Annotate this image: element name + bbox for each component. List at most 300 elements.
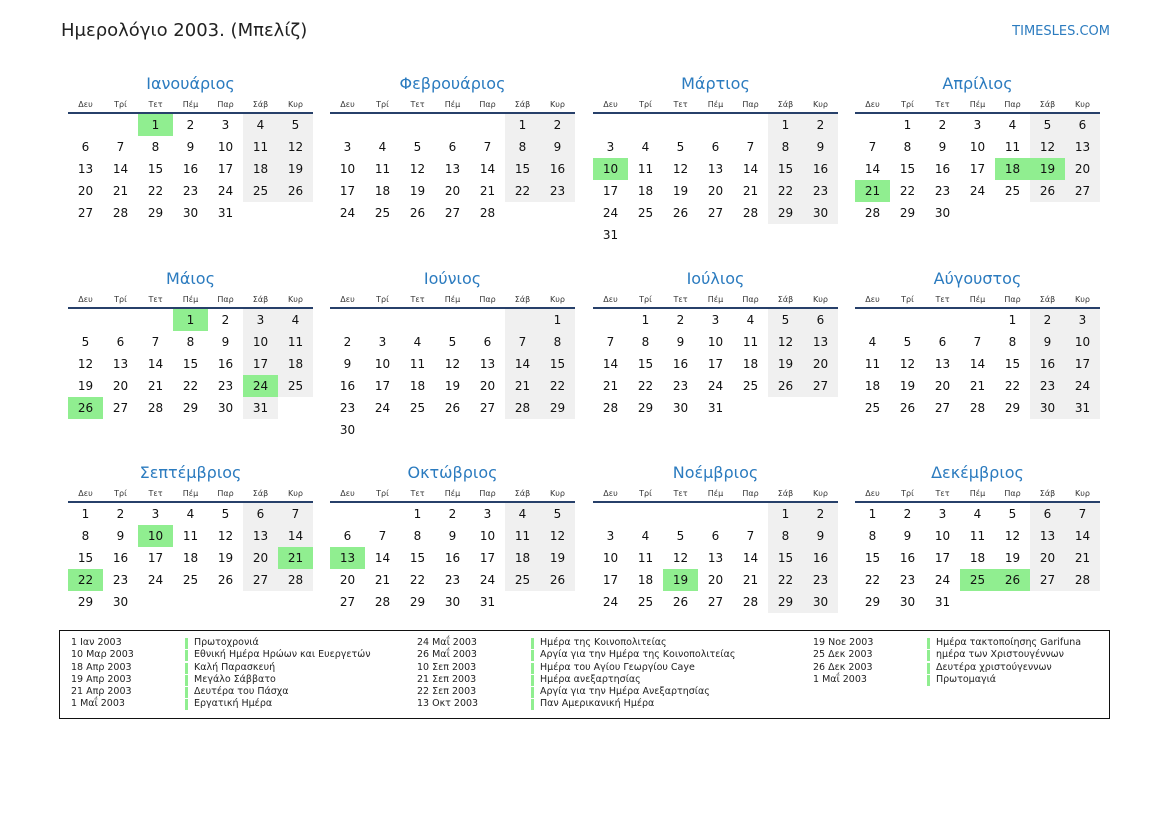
day-cell[interactable]: 23 (803, 180, 838, 202)
day-cell[interactable]: 9 (903, 529, 912, 543)
day-cell[interactable]: 30 (182, 206, 199, 220)
day-cell[interactable]: 31 (217, 206, 234, 220)
day-cell[interactable]: 16 (182, 162, 199, 176)
day-cell[interactable]: 21 (742, 573, 759, 587)
day-cell[interactable]: 8 (903, 140, 912, 154)
day-cell[interactable]: 24 (374, 401, 391, 415)
day-cell[interactable]: 4 (413, 335, 422, 349)
day-cell[interactable]: 22 (864, 573, 881, 587)
day-cell[interactable]: 3 (1065, 309, 1100, 331)
day-cell[interactable]: 25 (742, 379, 759, 393)
day-cell[interactable]: 23 (339, 401, 356, 415)
day-cell[interactable]: 30 (672, 401, 689, 415)
day-cell[interactable]: 15 (147, 162, 164, 176)
day-cell[interactable]: 2 (1030, 309, 1065, 331)
day-cell[interactable]: 25 (278, 375, 313, 397)
day-cell[interactable]: 31 (479, 595, 496, 609)
day-cell[interactable]: 3 (243, 309, 278, 331)
day-cell[interactable]: 7 (151, 335, 160, 349)
day-cell[interactable]: 20 (243, 547, 278, 569)
day-cell[interactable]: 26 (1030, 180, 1065, 202)
day-cell[interactable]: 25 (505, 569, 540, 591)
day-cell[interactable]: 30 (803, 591, 838, 613)
day-cell[interactable]: 17 (934, 551, 951, 565)
day-cell[interactable]: 1 (81, 507, 90, 521)
day-cell[interactable]: 25 (374, 206, 391, 220)
day-cell[interactable]: 18 (374, 184, 391, 198)
day-cell[interactable]: 27 (803, 375, 838, 397)
day-cell[interactable]: 15 (540, 353, 575, 375)
day-cell[interactable]: 20 (934, 379, 951, 393)
day-cell[interactable]: 26 (672, 595, 689, 609)
day-cell[interactable]: 6 (483, 335, 492, 349)
day-cell[interactable]: 2 (903, 507, 912, 521)
day-cell[interactable]: 16 (899, 551, 916, 565)
day-cell[interactable]: 14 (278, 525, 313, 547)
day-cell[interactable]: 15 (637, 357, 654, 371)
day-cell[interactable]: 13 (803, 331, 838, 353)
day-cell[interactable]: 18 (243, 158, 278, 180)
day-cell[interactable]: 2 (116, 507, 125, 521)
day-cell[interactable]: 24 (602, 595, 619, 609)
day-cell[interactable]: 4 (278, 309, 313, 331)
day-cell[interactable]: 18 (864, 379, 881, 393)
day-cell[interactable]: 29 (899, 206, 916, 220)
day-cell[interactable]: 5 (81, 335, 90, 349)
day-cell[interactable]: 17 (602, 184, 619, 198)
day-cell[interactable]: 25 (409, 401, 426, 415)
day-cell[interactable]: 6 (81, 140, 90, 154)
day-cell[interactable]: 24 (602, 206, 619, 220)
day-cell[interactable]: 9 (676, 335, 685, 349)
day-cell[interactable]: 17 (969, 162, 986, 176)
day-cell[interactable]: 22 (768, 180, 803, 202)
day-cell[interactable]: 27 (1065, 180, 1100, 202)
day-cell[interactable]: 9 (343, 357, 352, 371)
day-cell[interactable]: 25 (960, 569, 995, 591)
day-cell[interactable]: 15 (899, 162, 916, 176)
day-cell[interactable]: 5 (676, 529, 685, 543)
day-cell[interactable]: 9 (116, 529, 125, 543)
day-cell[interactable]: 1 (768, 503, 803, 525)
day-cell[interactable]: 11 (742, 335, 759, 349)
day-cell[interactable]: 9 (803, 525, 838, 547)
day-cell[interactable]: 30 (217, 401, 234, 415)
day-cell[interactable]: 3 (606, 529, 615, 543)
day-cell[interactable]: 19 (278, 158, 313, 180)
day-cell[interactable]: 2 (803, 503, 838, 525)
day-cell[interactable]: 27 (444, 206, 461, 220)
day-cell[interactable]: 30 (803, 202, 838, 224)
day-cell[interactable]: 2 (803, 114, 838, 136)
day-cell[interactable]: 4 (746, 313, 755, 327)
day-cell[interactable]: 15 (864, 551, 881, 565)
day-cell[interactable]: 26 (672, 206, 689, 220)
day-cell[interactable]: 24 (1065, 375, 1100, 397)
day-cell[interactable]: 22 (637, 379, 654, 393)
day-cell[interactable]: 29 (409, 595, 426, 609)
day-cell[interactable]: 25 (864, 401, 881, 415)
day-cell[interactable]: 17 (479, 551, 496, 565)
day-cell[interactable]: 9 (221, 335, 230, 349)
day-cell[interactable]: 23 (182, 184, 199, 198)
day-cell[interactable]: 1 (1008, 313, 1017, 327)
day-cell[interactable]: 21 (855, 180, 890, 202)
day-cell[interactable]: 18 (637, 573, 654, 587)
day-cell[interactable]: 18 (995, 158, 1030, 180)
day-cell[interactable]: 18 (969, 551, 986, 565)
day-cell[interactable]: 12 (409, 162, 426, 176)
day-cell[interactable]: 22 (899, 184, 916, 198)
day-cell[interactable]: 10 (339, 162, 356, 176)
day-cell[interactable]: 31 (602, 228, 619, 242)
day-cell[interactable]: 29 (864, 595, 881, 609)
day-cell[interactable]: 6 (803, 309, 838, 331)
day-cell[interactable]: 6 (938, 335, 947, 349)
day-cell[interactable]: 3 (151, 507, 160, 521)
day-cell[interactable]: 28 (742, 206, 759, 220)
day-cell[interactable]: 29 (1004, 401, 1021, 415)
day-cell[interactable]: 3 (483, 507, 492, 521)
day-cell[interactable]: 16 (672, 357, 689, 371)
day-cell[interactable]: 27 (77, 206, 94, 220)
day-cell[interactable]: 28 (969, 401, 986, 415)
day-cell[interactable]: 30 (934, 206, 951, 220)
day-cell[interactable]: 22 (147, 184, 164, 198)
day-cell[interactable]: 7 (278, 503, 313, 525)
day-cell[interactable]: 10 (243, 331, 278, 353)
day-cell[interactable]: 3 (343, 140, 352, 154)
day-cell[interactable]: 17 (602, 573, 619, 587)
day-cell[interactable]: 10 (374, 357, 391, 371)
day-cell[interactable]: 13 (934, 357, 951, 371)
day-cell[interactable]: 25 (637, 595, 654, 609)
day-cell[interactable]: 25 (1004, 184, 1021, 198)
day-cell[interactable]: 28 (374, 595, 391, 609)
day-cell[interactable]: 8 (540, 331, 575, 353)
day-cell[interactable]: 22 (68, 569, 103, 591)
day-cell[interactable]: 13 (707, 551, 724, 565)
day-cell[interactable]: 27 (243, 569, 278, 591)
day-cell[interactable]: 14 (602, 357, 619, 371)
day-cell[interactable]: 8 (768, 525, 803, 547)
day-cell[interactable]: 26 (768, 375, 803, 397)
day-cell[interactable]: 18 (505, 547, 540, 569)
day-cell[interactable]: 17 (374, 379, 391, 393)
day-cell[interactable]: 24 (707, 379, 724, 393)
day-cell[interactable]: 8 (641, 335, 650, 349)
day-cell[interactable]: 9 (540, 136, 575, 158)
day-cell[interactable]: 30 (899, 595, 916, 609)
day-cell[interactable]: 19 (217, 551, 234, 565)
day-cell[interactable]: 22 (768, 569, 803, 591)
day-cell[interactable]: 3 (221, 118, 230, 132)
day-cell[interactable]: 11 (409, 357, 426, 371)
day-cell[interactable]: 2 (343, 335, 352, 349)
day-cell[interactable]: 11 (374, 162, 391, 176)
day-cell[interactable]: 15 (409, 551, 426, 565)
day-cell[interactable]: 2 (676, 313, 685, 327)
day-cell[interactable]: 27 (934, 401, 951, 415)
day-cell[interactable]: 18 (742, 357, 759, 371)
day-cell[interactable]: 7 (606, 335, 615, 349)
day-cell[interactable]: 17 (243, 353, 278, 375)
day-cell[interactable]: 9 (803, 136, 838, 158)
day-cell[interactable]: 29 (77, 595, 94, 609)
day-cell[interactable]: 5 (278, 114, 313, 136)
day-cell[interactable]: 8 (186, 335, 195, 349)
day-cell[interactable]: 24 (147, 573, 164, 587)
day-cell[interactable]: 7 (378, 529, 387, 543)
day-cell[interactable]: 21 (112, 184, 129, 198)
day-cell[interactable]: 24 (339, 206, 356, 220)
day-cell[interactable]: 13 (1065, 136, 1100, 158)
day-cell[interactable]: 24 (217, 184, 234, 198)
day-cell[interactable]: 20 (444, 184, 461, 198)
day-cell[interactable]: 27 (112, 401, 129, 415)
day-cell[interactable]: 6 (343, 529, 352, 543)
day-cell[interactable]: 4 (186, 507, 195, 521)
day-cell[interactable]: 27 (339, 595, 356, 609)
day-cell[interactable]: 30 (339, 423, 356, 437)
day-cell[interactable]: 21 (1065, 547, 1100, 569)
day-cell[interactable]: 11 (637, 162, 654, 176)
day-cell[interactable]: 11 (637, 551, 654, 565)
day-cell[interactable]: 21 (969, 379, 986, 393)
day-cell[interactable]: 2 (186, 118, 195, 132)
day-cell[interactable]: 17 (217, 162, 234, 176)
day-cell[interactable]: 1 (138, 114, 173, 136)
day-cell[interactable]: 11 (243, 136, 278, 158)
day-cell[interactable]: 19 (672, 184, 689, 198)
day-cell[interactable]: 10 (934, 529, 951, 543)
day-cell[interactable]: 22 (505, 180, 540, 202)
day-cell[interactable]: 10 (1065, 331, 1100, 353)
day-cell[interactable]: 13 (1030, 525, 1065, 547)
day-cell[interactable]: 7 (746, 529, 755, 543)
day-cell[interactable]: 7 (868, 140, 877, 154)
day-cell[interactable]: 8 (413, 529, 422, 543)
day-cell[interactable]: 4 (505, 503, 540, 525)
day-cell[interactable]: 13 (444, 162, 461, 176)
day-cell[interactable]: 29 (147, 206, 164, 220)
day-cell[interactable]: 19 (409, 184, 426, 198)
day-cell[interactable]: 22 (182, 379, 199, 393)
day-cell[interactable]: 23 (217, 379, 234, 393)
day-cell[interactable]: 12 (1004, 529, 1021, 543)
day-cell[interactable]: 20 (707, 573, 724, 587)
day-cell[interactable]: 1 (903, 118, 912, 132)
day-cell[interactable]: 30 (444, 595, 461, 609)
day-cell[interactable]: 15 (768, 158, 803, 180)
day-cell[interactable]: 25 (243, 180, 278, 202)
day-cell[interactable]: 3 (938, 507, 947, 521)
day-cell[interactable]: 9 (938, 140, 947, 154)
day-cell[interactable]: 14 (147, 357, 164, 371)
day-cell[interactable]: 12 (77, 357, 94, 371)
day-cell[interactable]: 23 (444, 573, 461, 587)
day-cell[interactable]: 22 (409, 573, 426, 587)
day-cell[interactable]: 5 (768, 309, 803, 331)
day-cell[interactable]: 16 (444, 551, 461, 565)
day-cell[interactable]: 12 (217, 529, 234, 543)
day-cell[interactable]: 24 (479, 573, 496, 587)
day-cell[interactable]: 3 (606, 140, 615, 154)
day-cell[interactable]: 23 (1030, 375, 1065, 397)
day-cell[interactable]: 20 (479, 379, 496, 393)
day-cell[interactable]: 16 (934, 162, 951, 176)
day-cell[interactable]: 6 (116, 335, 125, 349)
day-cell[interactable]: 29 (540, 397, 575, 419)
day-cell[interactable]: 11 (864, 357, 881, 371)
day-cell[interactable]: 6 (711, 529, 720, 543)
day-cell[interactable]: 5 (540, 503, 575, 525)
day-cell[interactable]: 7 (1065, 503, 1100, 525)
day-cell[interactable]: 11 (1004, 140, 1021, 154)
day-cell[interactable]: 13 (77, 162, 94, 176)
day-cell[interactable]: 23 (112, 573, 129, 587)
day-cell[interactable]: 7 (746, 140, 755, 154)
day-cell[interactable]: 2 (221, 313, 230, 327)
day-cell[interactable]: 19 (77, 379, 94, 393)
day-cell[interactable]: 19 (768, 353, 803, 375)
day-cell[interactable]: 14 (864, 162, 881, 176)
day-cell[interactable]: 16 (540, 158, 575, 180)
day-cell[interactable]: 7 (483, 140, 492, 154)
day-cell[interactable]: 15 (505, 158, 540, 180)
day-cell[interactable]: 16 (217, 357, 234, 371)
day-cell[interactable]: 5 (448, 335, 457, 349)
day-cell[interactable]: 6 (1065, 114, 1100, 136)
day-cell[interactable]: 8 (868, 529, 877, 543)
day-cell[interactable]: 8 (81, 529, 90, 543)
day-cell[interactable]: 31 (934, 595, 951, 609)
day-cell[interactable]: 24 (934, 573, 951, 587)
day-cell[interactable]: 20 (1065, 158, 1100, 180)
day-cell[interactable]: 21 (742, 184, 759, 198)
day-cell[interactable]: 9 (448, 529, 457, 543)
day-cell[interactable]: 14 (374, 551, 391, 565)
day-cell[interactable]: 7 (505, 331, 540, 353)
day-cell[interactable]: 26 (409, 206, 426, 220)
day-cell[interactable]: 12 (1030, 136, 1065, 158)
day-cell[interactable]: 7 (116, 140, 125, 154)
day-cell[interactable]: 19 (1030, 158, 1065, 180)
day-cell[interactable]: 28 (479, 206, 496, 220)
day-cell[interactable]: 16 (112, 551, 129, 565)
day-cell[interactable]: 28 (602, 401, 619, 415)
day-cell[interactable]: 1 (768, 114, 803, 136)
day-cell[interactable]: 21 (505, 375, 540, 397)
day-cell[interactable]: 21 (374, 573, 391, 587)
day-cell[interactable]: 12 (444, 357, 461, 371)
day-cell[interactable]: 26 (68, 397, 103, 419)
day-cell[interactable]: 26 (444, 401, 461, 415)
day-cell[interactable]: 6 (243, 503, 278, 525)
day-cell[interactable]: 5 (413, 140, 422, 154)
day-cell[interactable]: 27 (707, 206, 724, 220)
day-cell[interactable]: 21 (479, 184, 496, 198)
day-cell[interactable]: 18 (637, 184, 654, 198)
day-cell[interactable]: 27 (479, 401, 496, 415)
day-cell[interactable]: 29 (182, 401, 199, 415)
day-cell[interactable]: 3 (973, 118, 982, 132)
day-cell[interactable]: 24 (243, 375, 278, 397)
day-cell[interactable]: 26 (540, 569, 575, 591)
day-cell[interactable]: 1 (173, 309, 208, 331)
day-cell[interactable]: 13 (479, 357, 496, 371)
day-cell[interactable]: 28 (742, 595, 759, 609)
day-cell[interactable]: 16 (803, 547, 838, 569)
day-cell[interactable]: 12 (672, 162, 689, 176)
day-cell[interactable]: 17 (339, 184, 356, 198)
day-cell[interactable]: 16 (1030, 353, 1065, 375)
day-cell[interactable]: 20 (803, 353, 838, 375)
day-cell[interactable]: 4 (641, 140, 650, 154)
day-cell[interactable]: 11 (278, 331, 313, 353)
day-cell[interactable]: 20 (707, 184, 724, 198)
day-cell[interactable]: 1 (868, 507, 877, 521)
day-cell[interactable]: 1 (505, 114, 540, 136)
day-cell[interactable]: 19 (1004, 551, 1021, 565)
day-cell[interactable]: 4 (973, 507, 982, 521)
day-cell[interactable]: 28 (864, 206, 881, 220)
day-cell[interactable]: 25 (637, 206, 654, 220)
day-cell[interactable]: 12 (768, 331, 803, 353)
day-cell[interactable]: 20 (112, 379, 129, 393)
day-cell[interactable]: 13 (243, 525, 278, 547)
day-cell[interactable]: 29 (768, 202, 803, 224)
day-cell[interactable]: 11 (505, 525, 540, 547)
day-cell[interactable]: 23 (934, 184, 951, 198)
day-cell[interactable]: 20 (77, 184, 94, 198)
day-cell[interactable]: 14 (969, 357, 986, 371)
day-cell[interactable]: 10 (593, 158, 628, 180)
day-cell[interactable]: 15 (182, 357, 199, 371)
day-cell[interactable]: 8 (768, 136, 803, 158)
day-cell[interactable]: 30 (112, 595, 129, 609)
day-cell[interactable]: 10 (969, 140, 986, 154)
day-cell[interactable]: 27 (1030, 569, 1065, 591)
day-cell[interactable]: 13 (707, 162, 724, 176)
day-cell[interactable]: 10 (479, 529, 496, 543)
day-cell[interactable]: 31 (243, 397, 278, 419)
day-cell[interactable]: 23 (803, 569, 838, 591)
day-cell[interactable]: 10 (602, 551, 619, 565)
day-cell[interactable]: 20 (1030, 547, 1065, 569)
day-cell[interactable]: 6 (448, 140, 457, 154)
day-cell[interactable]: 18 (409, 379, 426, 393)
day-cell[interactable]: 14 (505, 353, 540, 375)
day-cell[interactable]: 10 (217, 140, 234, 154)
day-cell[interactable]: 30 (1030, 397, 1065, 419)
day-cell[interactable]: 28 (1065, 569, 1100, 591)
day-cell[interactable]: 26 (217, 573, 234, 587)
day-cell[interactable]: 5 (903, 335, 912, 349)
day-cell[interactable]: 23 (540, 180, 575, 202)
day-cell[interactable]: 12 (278, 136, 313, 158)
day-cell[interactable]: 13 (330, 547, 365, 569)
day-cell[interactable]: 29 (768, 591, 803, 613)
day-cell[interactable]: 16 (339, 379, 356, 393)
day-cell[interactable]: 4 (641, 529, 650, 543)
day-cell[interactable]: 2 (448, 507, 457, 521)
day-cell[interactable]: 6 (711, 140, 720, 154)
day-cell[interactable]: 21 (147, 379, 164, 393)
day-cell[interactable]: 14 (1065, 525, 1100, 547)
day-cell[interactable]: 22 (540, 375, 575, 397)
day-cell[interactable]: 8 (1008, 335, 1017, 349)
